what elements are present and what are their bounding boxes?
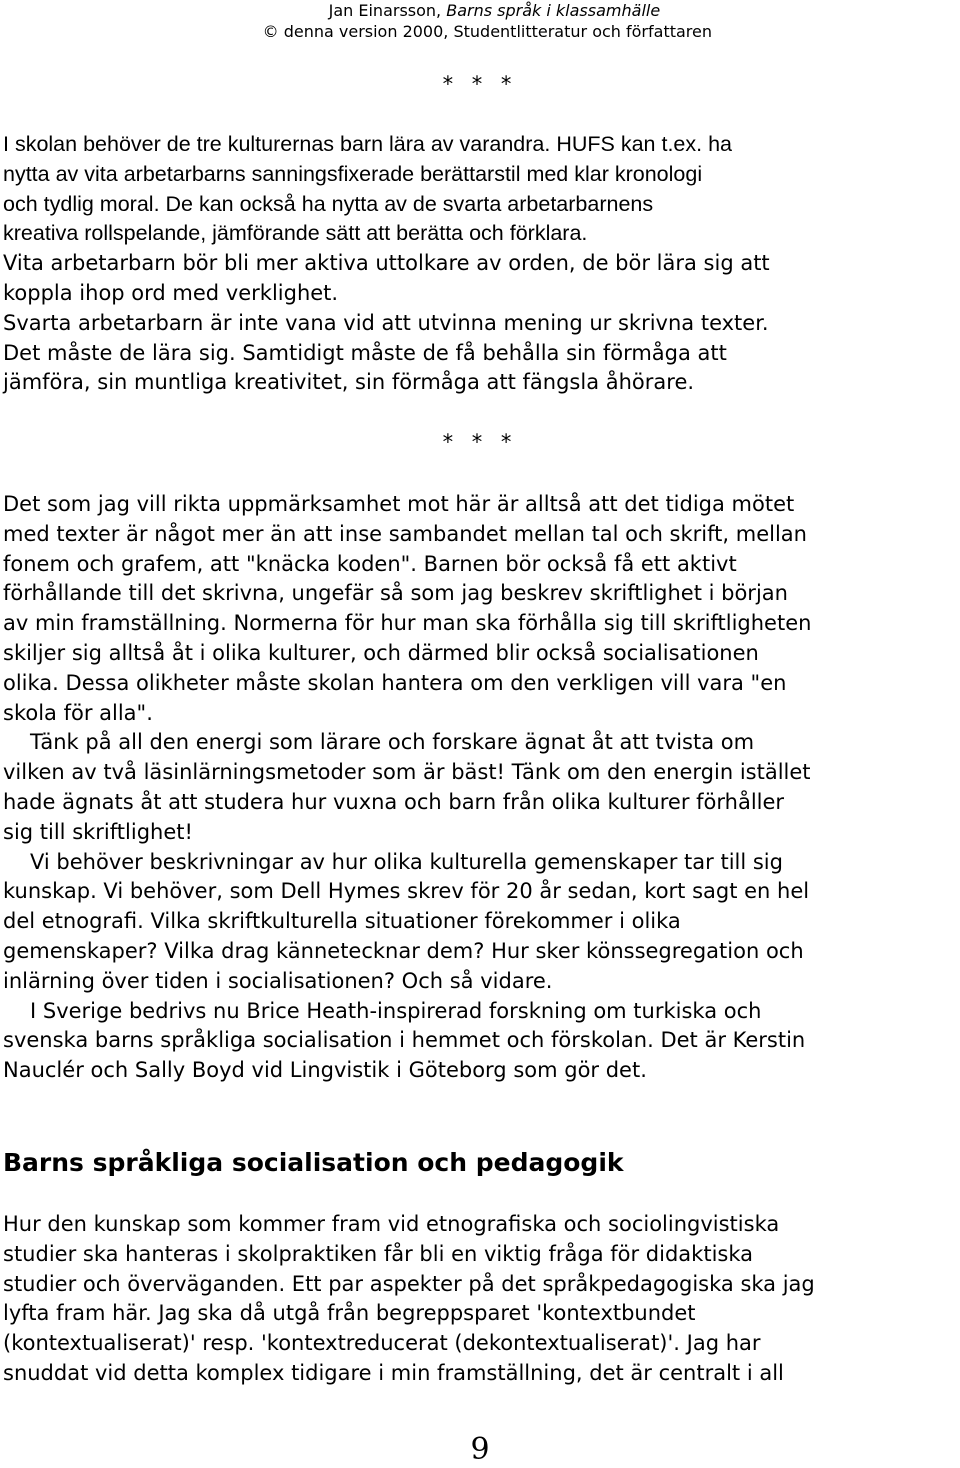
header-author: Jan Einarsson, (328, 1, 447, 20)
text-line: I skolan behöver de tre kulturernas barn lära av varandra. HUFS kan t.ex. ha (3, 132, 732, 156)
text-line: vilken av två läsinlärningsmetoder som är bäst! Tänk om den energin istället (3, 760, 811, 785)
text-line: Hur den kunskap som kommer fram vid etnografiska och sociolingvistiska (3, 1212, 780, 1236)
text-line: studier och överväganden. Ett par aspekter på det språkpedagogiska ska jag (3, 1271, 815, 1296)
text-line: I Sverige bedrivs nu Brice Heath-inspirerad forskning om turkiska och (30, 998, 762, 1023)
text-line: kunskap. Vi behöver, som Dell Hymes skrev för 20 år sedan, kort sagt en hel (3, 879, 810, 904)
header-book-title: Barns språk i klassamhälle (446, 1, 661, 20)
text-line: Vita arbetarbarn bör bli mer aktiva uttolkare av orden, de bör lära sig att (3, 251, 770, 276)
section-3-text (3, 1210, 960, 1389)
text-line: kreativa rollspelande, jämförande sätt att berätta och förklara. (3, 221, 588, 246)
running-header (263, 0, 712, 42)
text-line: förhållande till det skrivna, ungefär så som jag beskrev skriftlighet i början (3, 581, 788, 606)
text-line: Svarta arbetarbarn är inte vana vid att utvinna mening ur skrivna texter. (3, 310, 769, 335)
text-line: fonem och grafem, att "knäcka koden". Barnen bör också få ett aktivt (3, 551, 737, 576)
text-line: skola för alla". (3, 700, 153, 725)
text-line: gemenskaper? Vilka drag kännetecknar dem? Hur sker könssegregation och (3, 938, 804, 963)
text-line: av min framställning. Normerna för hur man ska förhålla sig till skriftligheten (3, 611, 812, 636)
text-line: och tydlig moral. De kan också ha nytta av de svarta arbetarbarnens (3, 191, 654, 216)
header-copyright: © denna version 2000, Studentlitteratur och författaren (262, 22, 712, 41)
text-line: hade ägnats åt att studera hur vuxna och barn från olika kulturer förhåller (3, 789, 785, 814)
text-line: studier ska hanteras i skolpraktiken får bli en viktig fråga för didaktiska (3, 1241, 754, 1266)
text-line: koppla ihop ord med verklighet. (3, 280, 339, 305)
text-line: olika. Dessa olikheter måste skolan hantera om den verkligen vill vara "en (3, 670, 787, 695)
text-line: med texter är något mer än att inse sambandet mellan tal och skrift, mellan (3, 521, 807, 546)
section-heading: Barns språkliga socialisation och pedagogik (3, 1148, 624, 1177)
section-separator: * * * (442, 72, 518, 96)
section-separator: * * * (442, 430, 518, 454)
text-line: nytta av vita arbetarbarns sanningsfixerade berättarstil med klar kronologi (3, 161, 703, 186)
header-author-line (263, 0, 712, 21)
text-line: jämföra, sin muntliga kreativitet, sin förmåga att fängsla åhörare. (3, 370, 695, 395)
text-line: snuddat vid detta komplex tidigare i min framställning, det är centralt i all (3, 1360, 784, 1385)
text-line: inlärning över tiden i socialisationen? Och så vidare. (3, 968, 553, 993)
text-line: skiljer sig alltså åt i olika kulturer, och därmed blir också socialisationen (3, 640, 759, 665)
text-line: lyfta fram här. Jag ska då utgå från begreppsparet 'kontextbundet (3, 1301, 696, 1326)
text-line: Det måste de lära sig. Samtidigt måste de få behålla sin förmåga att (3, 340, 727, 365)
text-line: svenska barns språkliga socialisation i hemmet och förskolan. Det är Kerstin (3, 1028, 806, 1053)
text-line: Nauclér och Sally Boyd vid Lingvistik i Göteborg som gör det. (3, 1058, 647, 1083)
section-2-text (3, 490, 960, 1086)
text-line: sig till skriftlighet! (3, 819, 193, 844)
section-1-text (3, 130, 960, 398)
text-line: del etnografi. Vilka skriftkulturella situationer förekommer i olika (3, 909, 681, 934)
text-line: Tänk på all den energi som lärare och forskare ägnat åt att tvista om (30, 730, 755, 755)
text-line: Det som jag vill rikta uppmärksamhet mot här är alltså att det tidiga mötet (3, 492, 795, 516)
text-line: (kontextualiserat)' resp. 'kontextreducerat (dekontextualiserat)'. Jag har (3, 1331, 761, 1356)
text-line: Vi behöver beskrivningar av hur olika kulturella gemenskaper tar till sig (30, 849, 783, 874)
page-number: 9 (470, 1432, 490, 1467)
